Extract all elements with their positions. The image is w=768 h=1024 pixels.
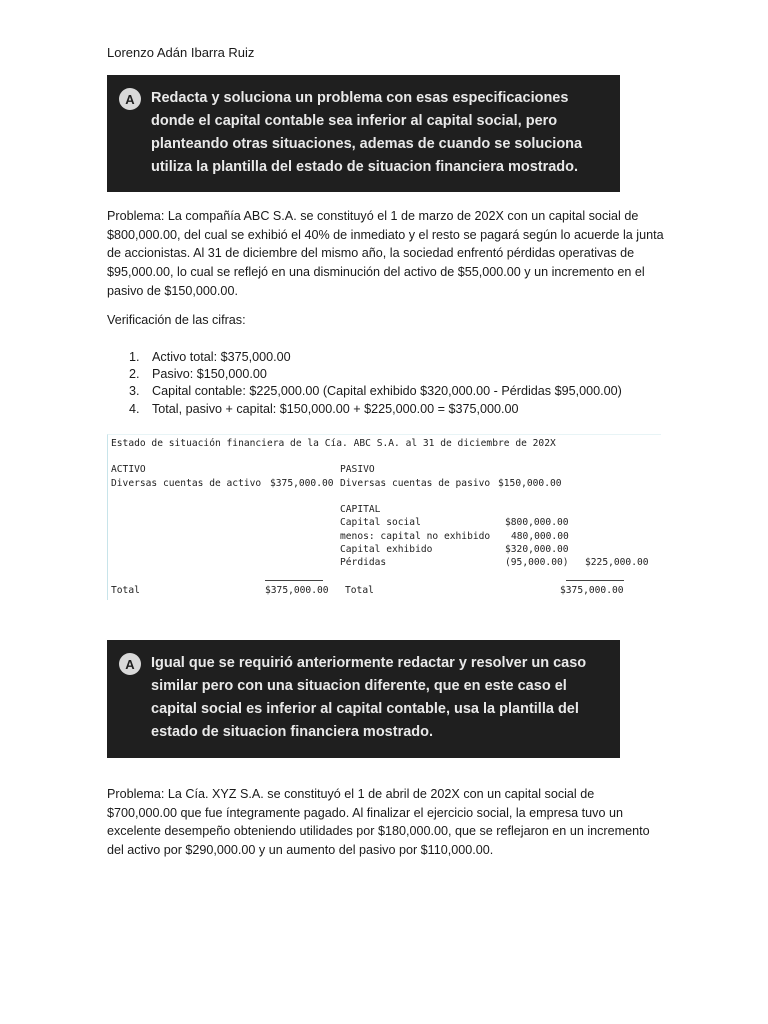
- verification-title: Verificación de las cifras:: [107, 313, 246, 327]
- capital-social-value: $800,000.00: [505, 517, 569, 528]
- total-label-right: Total: [345, 585, 374, 596]
- financial-statement: [107, 434, 661, 600]
- total-value-right: $375,000.00: [560, 585, 624, 596]
- activo-label: Diversas cuentas de activo: [111, 478, 262, 489]
- list-item: 3. Capital contable: $225,000.00 (Capital exhibido $320,000.00 - Pérdidas $95,000.00): [129, 384, 622, 399]
- verification-list: [129, 349, 622, 418]
- list-item: 1. Activo total: $375,000.00: [129, 350, 291, 364]
- prompt-card-1: [107, 75, 620, 192]
- avatar-badge: A: [119, 88, 141, 110]
- no-exhibido-label: menos: capital no exhibido: [340, 531, 491, 542]
- capital-header: CAPITAL: [340, 504, 381, 515]
- perdidas-value: (95,000.00): [505, 557, 569, 568]
- capital-social-label: Capital social: [340, 517, 421, 528]
- total-label-left: Total: [111, 585, 140, 596]
- exhibido-label: Capital exhibido: [340, 544, 433, 555]
- pasivo-label: Diversas cuentas de pasivo: [340, 478, 491, 489]
- total-rule-right: [566, 580, 624, 581]
- pasivo-value: $150,000.00: [498, 478, 562, 489]
- list-item: 2. Pasivo: $150,000.00: [129, 367, 267, 382]
- capital-total-value: $225,000.00: [585, 557, 649, 568]
- avatar-badge: A: [119, 653, 141, 675]
- total-value-left: $375,000.00: [265, 585, 329, 596]
- prompt-text: Igual que se requirió anteriormente redactar y resolver un caso similar pero con una situacion diferente, que en este caso el capital social es inferior al capital contable, usa la plantilla del estado de situacion financiera mostrado.: [151, 655, 587, 740]
- prompt-text: Redacta y soluciona un problema con esas especificaciones donde el capital contable sea inferior al capital social, pero planteando otras situaciones, ademas de cuando se soluciona utiliza la plantilla del estado de situacion financiera mostrado.: [151, 90, 583, 175]
- problem-1-text: Problema: La compañía ABC S.A. se constituyó el 1 de marzo de 202X con un capital social de $800,000.00, del cual se exhibió el 40% de inmediato y el resto se pagará según lo acuerde la junta de accionistas. Al 31 de diciembre del mismo año, la sociedad enfrentó pérdidas operativas de $95,000.00, lo cual se reflejó en una disminución del activo de $55,000.00 y un incremento en el pasivo de $150,000.00.: [107, 209, 664, 298]
- problem-2-text: Problema: La Cía. XYZ S.A. se constituyó el 1 de abril de 202X con un capital social de $700,000.00 que fue íntegramente pagado. Al finalizar el ejercicio social, la empresa tuvo un excelente desempeño obteniendo utilidades por $180,000.00, que se reflejaron en un incremento del activo por $290,000.00 y un aumento del pasivo por $110,000.00.: [107, 787, 650, 858]
- statement-title: Estado de situación financiera de la Cía. ABC S.A. al 31 de diciembre de 202X: [111, 438, 556, 449]
- perdidas-label: Pérdidas: [340, 557, 387, 568]
- list-item: 4. Total, pasivo + capital: $150,000.00 + $225,000.00 = $375,000.00: [129, 401, 519, 416]
- exhibido-value: $320,000.00: [505, 544, 569, 555]
- author-name: Lorenzo Adán Ibarra Ruiz: [107, 45, 255, 60]
- no-exhibido-value: 480,000.00: [511, 531, 569, 542]
- total-rule-left: [265, 580, 323, 581]
- activo-value: $375,000.00: [270, 478, 334, 489]
- pasivo-header: PASIVO: [340, 464, 375, 475]
- prompt-card-2: [107, 640, 620, 758]
- activo-header: ACTIVO: [111, 464, 146, 475]
